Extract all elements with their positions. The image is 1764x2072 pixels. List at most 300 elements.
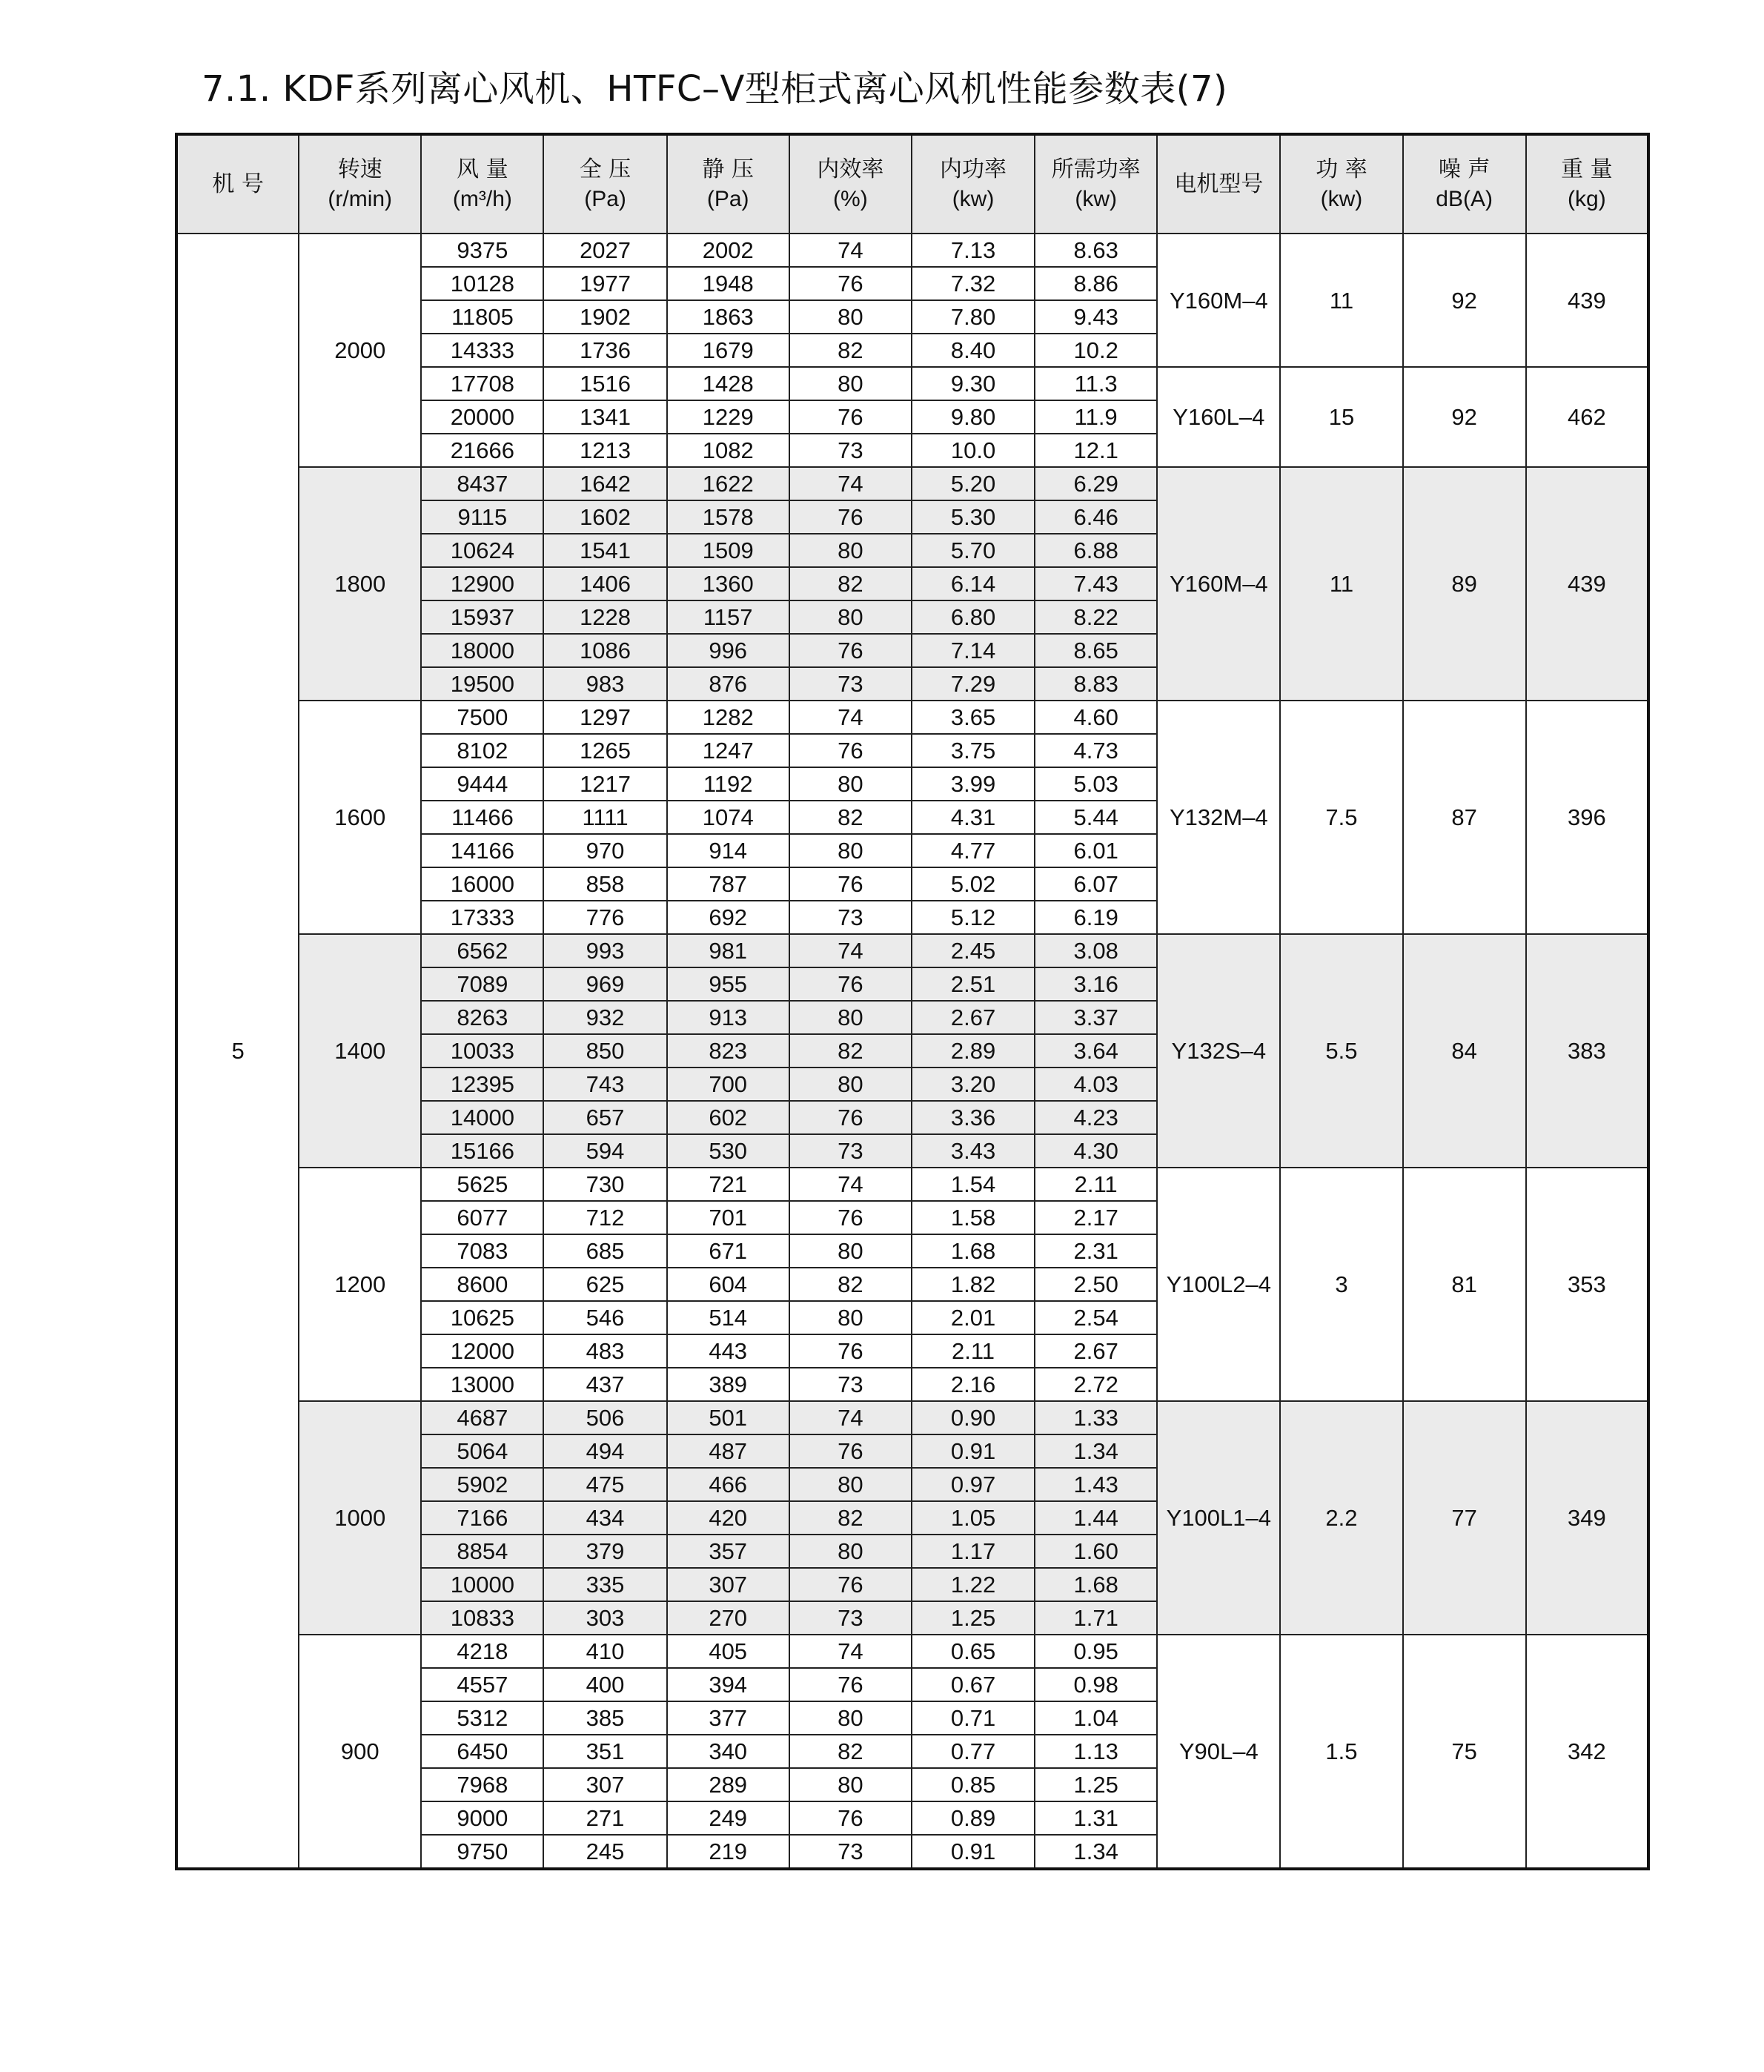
efficiency-cell: 74 (789, 234, 912, 267)
internal-power-cell: 3.75 (912, 734, 1035, 767)
weight-cell: 439 (1526, 467, 1648, 701)
required-power-cell: 6.01 (1035, 834, 1157, 867)
internal-power-cell: 1.05 (912, 1501, 1035, 1535)
noise-cell: 84 (1403, 934, 1526, 1168)
static-pressure-cell: 405 (667, 1635, 789, 1668)
efficiency-cell: 73 (789, 434, 912, 467)
header-label: 重 量 (1561, 156, 1613, 182)
required-power-cell: 1.33 (1035, 1401, 1157, 1434)
motor-power-cell: 3 (1280, 1168, 1402, 1401)
internal-power-cell: 5.30 (912, 500, 1035, 534)
airflow-cell: 20000 (421, 400, 543, 434)
required-power-cell: 1.34 (1035, 1434, 1157, 1468)
header-label: 电机型号 (1174, 171, 1264, 197)
efficiency-cell: 76 (789, 634, 912, 667)
internal-power-cell: 3.20 (912, 1068, 1035, 1101)
required-power-cell: 8.83 (1035, 667, 1157, 701)
motor-model-cell: Y100L2–4 (1157, 1168, 1280, 1401)
efficiency-cell: 76 (789, 1201, 912, 1234)
static-pressure-cell: 501 (667, 1401, 789, 1434)
static-pressure-cell: 219 (667, 1835, 789, 1869)
header-required-power (1035, 134, 1157, 234)
table-row (176, 467, 1648, 500)
efficiency-cell: 73 (789, 667, 912, 701)
table-row (176, 1401, 1648, 1434)
static-pressure-cell: 1157 (667, 600, 789, 634)
header-efficiency (789, 134, 912, 234)
total-pressure-cell: 1642 (543, 467, 666, 500)
static-pressure-cell: 340 (667, 1735, 789, 1768)
internal-power-cell: 6.80 (912, 600, 1035, 634)
table-row (176, 1635, 1648, 1668)
internal-power-cell: 1.22 (912, 1568, 1035, 1601)
required-power-cell: 4.23 (1035, 1101, 1157, 1134)
required-power-cell: 3.16 (1035, 967, 1157, 1001)
efficiency-cell: 76 (789, 1434, 912, 1468)
static-pressure-cell: 1074 (667, 801, 789, 834)
total-pressure-cell: 983 (543, 667, 666, 701)
internal-power-cell: 3.99 (912, 767, 1035, 801)
required-power-cell: 1.71 (1035, 1601, 1157, 1635)
speed-cell: 1000 (299, 1401, 421, 1635)
total-pressure-cell: 970 (543, 834, 666, 867)
airflow-cell: 8263 (421, 1001, 543, 1034)
total-pressure-cell: 932 (543, 1001, 666, 1034)
total-pressure-cell: 434 (543, 1501, 666, 1535)
airflow-cell: 9375 (421, 234, 543, 267)
efficiency-cell: 80 (789, 1535, 912, 1568)
airflow-cell: 8854 (421, 1535, 543, 1568)
internal-power-cell: 1.82 (912, 1268, 1035, 1301)
efficiency-cell: 76 (789, 967, 912, 1001)
total-pressure-cell: 245 (543, 1835, 666, 1869)
airflow-cell: 12000 (421, 1334, 543, 1368)
internal-power-cell: 1.58 (912, 1201, 1035, 1234)
airflow-cell: 4557 (421, 1668, 543, 1701)
static-pressure-cell: 530 (667, 1134, 789, 1168)
efficiency-cell: 80 (789, 767, 912, 801)
internal-power-cell: 8.40 (912, 334, 1035, 367)
static-pressure-cell: 1229 (667, 400, 789, 434)
airflow-cell: 6077 (421, 1201, 543, 1234)
internal-power-cell: 5.70 (912, 534, 1035, 567)
total-pressure-cell: 335 (543, 1568, 666, 1601)
static-pressure-cell: 692 (667, 901, 789, 934)
efficiency-cell: 80 (789, 834, 912, 867)
efficiency-cell: 82 (789, 801, 912, 834)
static-pressure-cell: 357 (667, 1535, 789, 1568)
static-pressure-cell: 270 (667, 1601, 789, 1635)
total-pressure-cell: 1297 (543, 701, 666, 734)
motor-model-cell: Y132M–4 (1157, 701, 1280, 934)
header-unit: dB(A) (1436, 186, 1493, 211)
static-pressure-cell: 700 (667, 1068, 789, 1101)
efficiency-cell: 82 (789, 334, 912, 367)
internal-power-cell: 3.36 (912, 1101, 1035, 1134)
airflow-cell: 10128 (421, 267, 543, 300)
header-unit: (kw) (1075, 186, 1117, 211)
total-pressure-cell: 685 (543, 1234, 666, 1268)
internal-power-cell: 1.54 (912, 1168, 1035, 1201)
efficiency-cell: 76 (789, 1334, 912, 1368)
motor-power-cell: 11 (1280, 234, 1402, 367)
required-power-cell: 8.65 (1035, 634, 1157, 667)
airflow-cell: 5902 (421, 1468, 543, 1501)
airflow-cell: 4687 (421, 1401, 543, 1434)
required-power-cell: 1.34 (1035, 1835, 1157, 1869)
static-pressure-cell: 443 (667, 1334, 789, 1368)
required-power-cell: 2.17 (1035, 1201, 1157, 1234)
total-pressure-cell: 307 (543, 1768, 666, 1801)
static-pressure-cell: 823 (667, 1034, 789, 1068)
internal-power-cell: 2.16 (912, 1368, 1035, 1401)
speed-cell: 900 (299, 1635, 421, 1869)
noise-cell: 81 (1403, 1168, 1526, 1401)
airflow-cell: 6562 (421, 934, 543, 967)
internal-power-cell: 4.31 (912, 801, 1035, 834)
internal-power-cell: 1.68 (912, 1234, 1035, 1268)
airflow-cell: 7166 (421, 1501, 543, 1535)
total-pressure-cell: 1341 (543, 400, 666, 434)
internal-power-cell: 4.77 (912, 834, 1035, 867)
motor-model-cell: Y90L–4 (1157, 1635, 1280, 1869)
required-power-cell: 6.07 (1035, 867, 1157, 901)
internal-power-cell: 7.32 (912, 267, 1035, 300)
required-power-cell: 7.43 (1035, 567, 1157, 600)
required-power-cell: 2.54 (1035, 1301, 1157, 1334)
noise-cell: 92 (1403, 367, 1526, 467)
static-pressure-cell: 514 (667, 1301, 789, 1334)
required-power-cell: 6.46 (1035, 500, 1157, 534)
internal-power-cell: 6.14 (912, 567, 1035, 600)
required-power-cell: 4.30 (1035, 1134, 1157, 1168)
total-pressure-cell: 1602 (543, 500, 666, 534)
airflow-cell: 18000 (421, 634, 543, 667)
required-power-cell: 6.19 (1035, 901, 1157, 934)
total-pressure-cell: 1977 (543, 267, 666, 300)
efficiency-cell: 76 (789, 867, 912, 901)
efficiency-cell: 82 (789, 1735, 912, 1768)
header-unit: (Pa) (706, 186, 749, 211)
noise-cell: 87 (1403, 701, 1526, 934)
motor-power-cell: 5.5 (1280, 934, 1402, 1168)
total-pressure-cell: 1111 (543, 801, 666, 834)
airflow-cell: 17708 (421, 367, 543, 400)
internal-power-cell: 0.65 (912, 1635, 1035, 1668)
static-pressure-cell: 1428 (667, 367, 789, 400)
total-pressure-cell: 858 (543, 867, 666, 901)
required-power-cell: 5.03 (1035, 767, 1157, 801)
required-power-cell: 1.04 (1035, 1701, 1157, 1735)
noise-cell: 89 (1403, 467, 1526, 701)
efficiency-cell: 80 (789, 1001, 912, 1034)
motor-power-cell: 2.2 (1280, 1401, 1402, 1635)
total-pressure-cell: 1902 (543, 300, 666, 334)
airflow-cell: 16000 (421, 867, 543, 901)
static-pressure-cell: 2002 (667, 234, 789, 267)
static-pressure-cell: 604 (667, 1268, 789, 1301)
required-power-cell: 1.25 (1035, 1768, 1157, 1801)
required-power-cell: 0.95 (1035, 1635, 1157, 1668)
internal-power-cell: 9.30 (912, 367, 1035, 400)
static-pressure-cell: 249 (667, 1801, 789, 1835)
header-unit: (Pa) (584, 186, 626, 211)
header-label: 转速 (337, 156, 382, 182)
header-unit: (kw) (1320, 186, 1363, 211)
efficiency-cell: 76 (789, 267, 912, 300)
required-power-cell: 6.29 (1035, 467, 1157, 500)
efficiency-cell: 74 (789, 934, 912, 967)
total-pressure-cell: 625 (543, 1268, 666, 1301)
total-pressure-cell: 1217 (543, 767, 666, 801)
total-pressure-cell: 657 (543, 1101, 666, 1134)
header-total-pressure (543, 134, 666, 234)
airflow-cell: 7500 (421, 701, 543, 734)
static-pressure-cell: 466 (667, 1468, 789, 1501)
total-pressure-cell: 776 (543, 901, 666, 934)
required-power-cell: 8.22 (1035, 600, 1157, 634)
required-power-cell: 1.31 (1035, 1801, 1157, 1835)
static-pressure-cell: 1509 (667, 534, 789, 567)
motor-model-cell: Y132S–4 (1157, 934, 1280, 1168)
static-pressure-cell: 876 (667, 667, 789, 701)
internal-power-cell: 0.97 (912, 1468, 1035, 1501)
efficiency-cell: 76 (789, 1801, 912, 1835)
efficiency-cell: 80 (789, 1234, 912, 1268)
airflow-cell: 21666 (421, 434, 543, 467)
internal-power-cell: 5.12 (912, 901, 1035, 934)
header-internal-power (912, 134, 1035, 234)
header-label: 全 压 (579, 156, 631, 182)
required-power-cell: 4.60 (1035, 701, 1157, 734)
efficiency-cell: 76 (789, 400, 912, 434)
header-noise (1403, 134, 1526, 234)
internal-power-cell: 7.14 (912, 634, 1035, 667)
airflow-cell: 8102 (421, 734, 543, 767)
internal-power-cell: 0.77 (912, 1735, 1035, 1768)
efficiency-cell: 80 (789, 1768, 912, 1801)
header-label: 内效率 (817, 156, 884, 182)
efficiency-cell: 74 (789, 467, 912, 500)
efficiency-cell: 74 (789, 701, 912, 734)
total-pressure-cell: 379 (543, 1535, 666, 1568)
header-speed (299, 134, 421, 234)
efficiency-cell: 76 (789, 1668, 912, 1701)
required-power-cell: 2.67 (1035, 1334, 1157, 1368)
total-pressure-cell: 969 (543, 967, 666, 1001)
motor-power-cell: 7.5 (1280, 701, 1402, 934)
efficiency-cell: 76 (789, 1101, 912, 1134)
speed-cell: 2000 (299, 234, 421, 467)
efficiency-cell: 80 (789, 1468, 912, 1501)
weight-cell: 383 (1526, 934, 1648, 1168)
table-row (176, 234, 1648, 267)
total-pressure-cell: 437 (543, 1368, 666, 1401)
required-power-cell: 1.60 (1035, 1535, 1157, 1568)
airflow-cell: 4218 (421, 1635, 543, 1668)
total-pressure-cell: 2027 (543, 234, 666, 267)
internal-power-cell: 3.65 (912, 701, 1035, 734)
weight-cell: 342 (1526, 1635, 1648, 1869)
header-unit: (m³/h) (452, 186, 512, 211)
total-pressure-cell: 1736 (543, 334, 666, 367)
internal-power-cell: 1.25 (912, 1601, 1035, 1635)
internal-power-cell: 0.67 (912, 1668, 1035, 1701)
static-pressure-cell: 377 (667, 1701, 789, 1735)
efficiency-cell: 80 (789, 600, 912, 634)
required-power-cell: 5.44 (1035, 801, 1157, 834)
airflow-cell: 5064 (421, 1434, 543, 1468)
total-pressure-cell: 546 (543, 1301, 666, 1334)
required-power-cell: 4.03 (1035, 1068, 1157, 1101)
static-pressure-cell: 1082 (667, 434, 789, 467)
internal-power-cell: 0.89 (912, 1801, 1035, 1835)
efficiency-cell: 74 (789, 1635, 912, 1668)
static-pressure-cell: 394 (667, 1668, 789, 1701)
airflow-cell: 12900 (421, 567, 543, 600)
efficiency-cell: 80 (789, 367, 912, 400)
airflow-cell: 9444 (421, 767, 543, 801)
noise-cell: 75 (1403, 1635, 1526, 1869)
airflow-cell: 14000 (421, 1101, 543, 1134)
internal-power-cell: 0.91 (912, 1434, 1035, 1468)
internal-power-cell: 5.20 (912, 467, 1035, 500)
airflow-cell: 10833 (421, 1601, 543, 1635)
required-power-cell: 9.43 (1035, 300, 1157, 334)
static-pressure-cell: 1360 (667, 567, 789, 600)
static-pressure-cell: 289 (667, 1768, 789, 1801)
internal-power-cell: 2.01 (912, 1301, 1035, 1334)
required-power-cell: 12.1 (1035, 434, 1157, 467)
static-pressure-cell: 1192 (667, 767, 789, 801)
weight-cell: 349 (1526, 1401, 1648, 1635)
required-power-cell: 11.9 (1035, 400, 1157, 434)
static-pressure-cell: 1622 (667, 467, 789, 500)
speed-cell: 1800 (299, 467, 421, 701)
total-pressure-cell: 271 (543, 1801, 666, 1835)
static-pressure-cell: 701 (667, 1201, 789, 1234)
header-label: 静 压 (702, 156, 754, 182)
static-pressure-cell: 996 (667, 634, 789, 667)
required-power-cell: 6.88 (1035, 534, 1157, 567)
header-machine-no (176, 134, 299, 234)
static-pressure-cell: 914 (667, 834, 789, 867)
internal-power-cell: 0.71 (912, 1701, 1035, 1735)
airflow-cell: 10624 (421, 534, 543, 567)
required-power-cell: 2.50 (1035, 1268, 1157, 1301)
speed-cell: 1200 (299, 1168, 421, 1401)
efficiency-cell: 76 (789, 500, 912, 534)
required-power-cell: 1.44 (1035, 1501, 1157, 1535)
internal-power-cell: 7.80 (912, 300, 1035, 334)
static-pressure-cell: 1282 (667, 701, 789, 734)
airflow-cell: 9115 (421, 500, 543, 534)
table-body (176, 234, 1648, 1869)
efficiency-cell: 82 (789, 1034, 912, 1068)
static-pressure-cell: 307 (667, 1568, 789, 1601)
airflow-cell: 9750 (421, 1835, 543, 1869)
required-power-cell: 3.37 (1035, 1001, 1157, 1034)
required-power-cell: 4.73 (1035, 734, 1157, 767)
internal-power-cell: 2.45 (912, 934, 1035, 967)
static-pressure-cell: 1578 (667, 500, 789, 534)
header-unit: (kw) (952, 186, 995, 211)
static-pressure-cell: 420 (667, 1501, 789, 1535)
airflow-cell: 7083 (421, 1234, 543, 1268)
header-label: 内功率 (940, 156, 1007, 182)
page-title: 7.1. KDF系列离心风机、HTFC–V型柜式离心风机性能参数表(7) (202, 68, 1228, 110)
table-row (176, 934, 1648, 967)
weight-cell: 396 (1526, 701, 1648, 934)
weight-cell: 439 (1526, 234, 1648, 367)
efficiency-cell: 74 (789, 1168, 912, 1201)
efficiency-cell: 73 (789, 1368, 912, 1401)
motor-power-cell: 15 (1280, 367, 1402, 467)
static-pressure-cell: 955 (667, 967, 789, 1001)
total-pressure-cell: 712 (543, 1201, 666, 1234)
weight-cell: 462 (1526, 367, 1648, 467)
airflow-cell: 8437 (421, 467, 543, 500)
required-power-cell: 10.2 (1035, 334, 1157, 367)
airflow-cell: 10033 (421, 1034, 543, 1068)
static-pressure-cell: 1863 (667, 300, 789, 334)
total-pressure-cell: 594 (543, 1134, 666, 1168)
total-pressure-cell: 506 (543, 1401, 666, 1434)
required-power-cell: 2.31 (1035, 1234, 1157, 1268)
airflow-cell: 7089 (421, 967, 543, 1001)
motor-model-cell: Y160M–4 (1157, 467, 1280, 701)
internal-power-cell: 2.11 (912, 1334, 1035, 1368)
noise-cell: 92 (1403, 234, 1526, 367)
motor-power-cell: 11 (1280, 467, 1402, 701)
efficiency-cell: 73 (789, 1835, 912, 1869)
internal-power-cell: 1.17 (912, 1535, 1035, 1568)
airflow-cell: 15166 (421, 1134, 543, 1168)
motor-model-cell: Y160M–4 (1157, 234, 1280, 367)
header-weight (1526, 134, 1648, 234)
weight-cell: 353 (1526, 1168, 1648, 1401)
header-unit: (r/min) (328, 186, 393, 211)
required-power-cell: 2.11 (1035, 1168, 1157, 1201)
static-pressure-cell: 1247 (667, 734, 789, 767)
motor-model-cell: Y100L1–4 (1157, 1401, 1280, 1635)
total-pressure-cell: 1541 (543, 534, 666, 567)
required-power-cell: 8.63 (1035, 234, 1157, 267)
header-motor-power (1280, 134, 1402, 234)
header-label: 机 号 (212, 171, 264, 197)
airflow-cell: 7968 (421, 1768, 543, 1801)
airflow-cell: 13000 (421, 1368, 543, 1401)
internal-power-cell: 7.13 (912, 234, 1035, 267)
efficiency-cell: 73 (789, 1601, 912, 1635)
airflow-cell: 10625 (421, 1301, 543, 1334)
efficiency-cell: 80 (789, 1068, 912, 1101)
static-pressure-cell: 787 (667, 867, 789, 901)
total-pressure-cell: 1228 (543, 600, 666, 634)
efficiency-cell: 82 (789, 1268, 912, 1301)
required-power-cell: 3.64 (1035, 1034, 1157, 1068)
header-label: 噪 声 (1438, 156, 1491, 182)
header-static-pressure (667, 134, 789, 234)
static-pressure-cell: 389 (667, 1368, 789, 1401)
header-airflow (421, 134, 543, 234)
total-pressure-cell: 1516 (543, 367, 666, 400)
static-pressure-cell: 913 (667, 1001, 789, 1034)
airflow-cell: 8600 (421, 1268, 543, 1301)
table-row (176, 701, 1648, 734)
efficiency-cell: 76 (789, 1568, 912, 1601)
static-pressure-cell: 981 (667, 934, 789, 967)
